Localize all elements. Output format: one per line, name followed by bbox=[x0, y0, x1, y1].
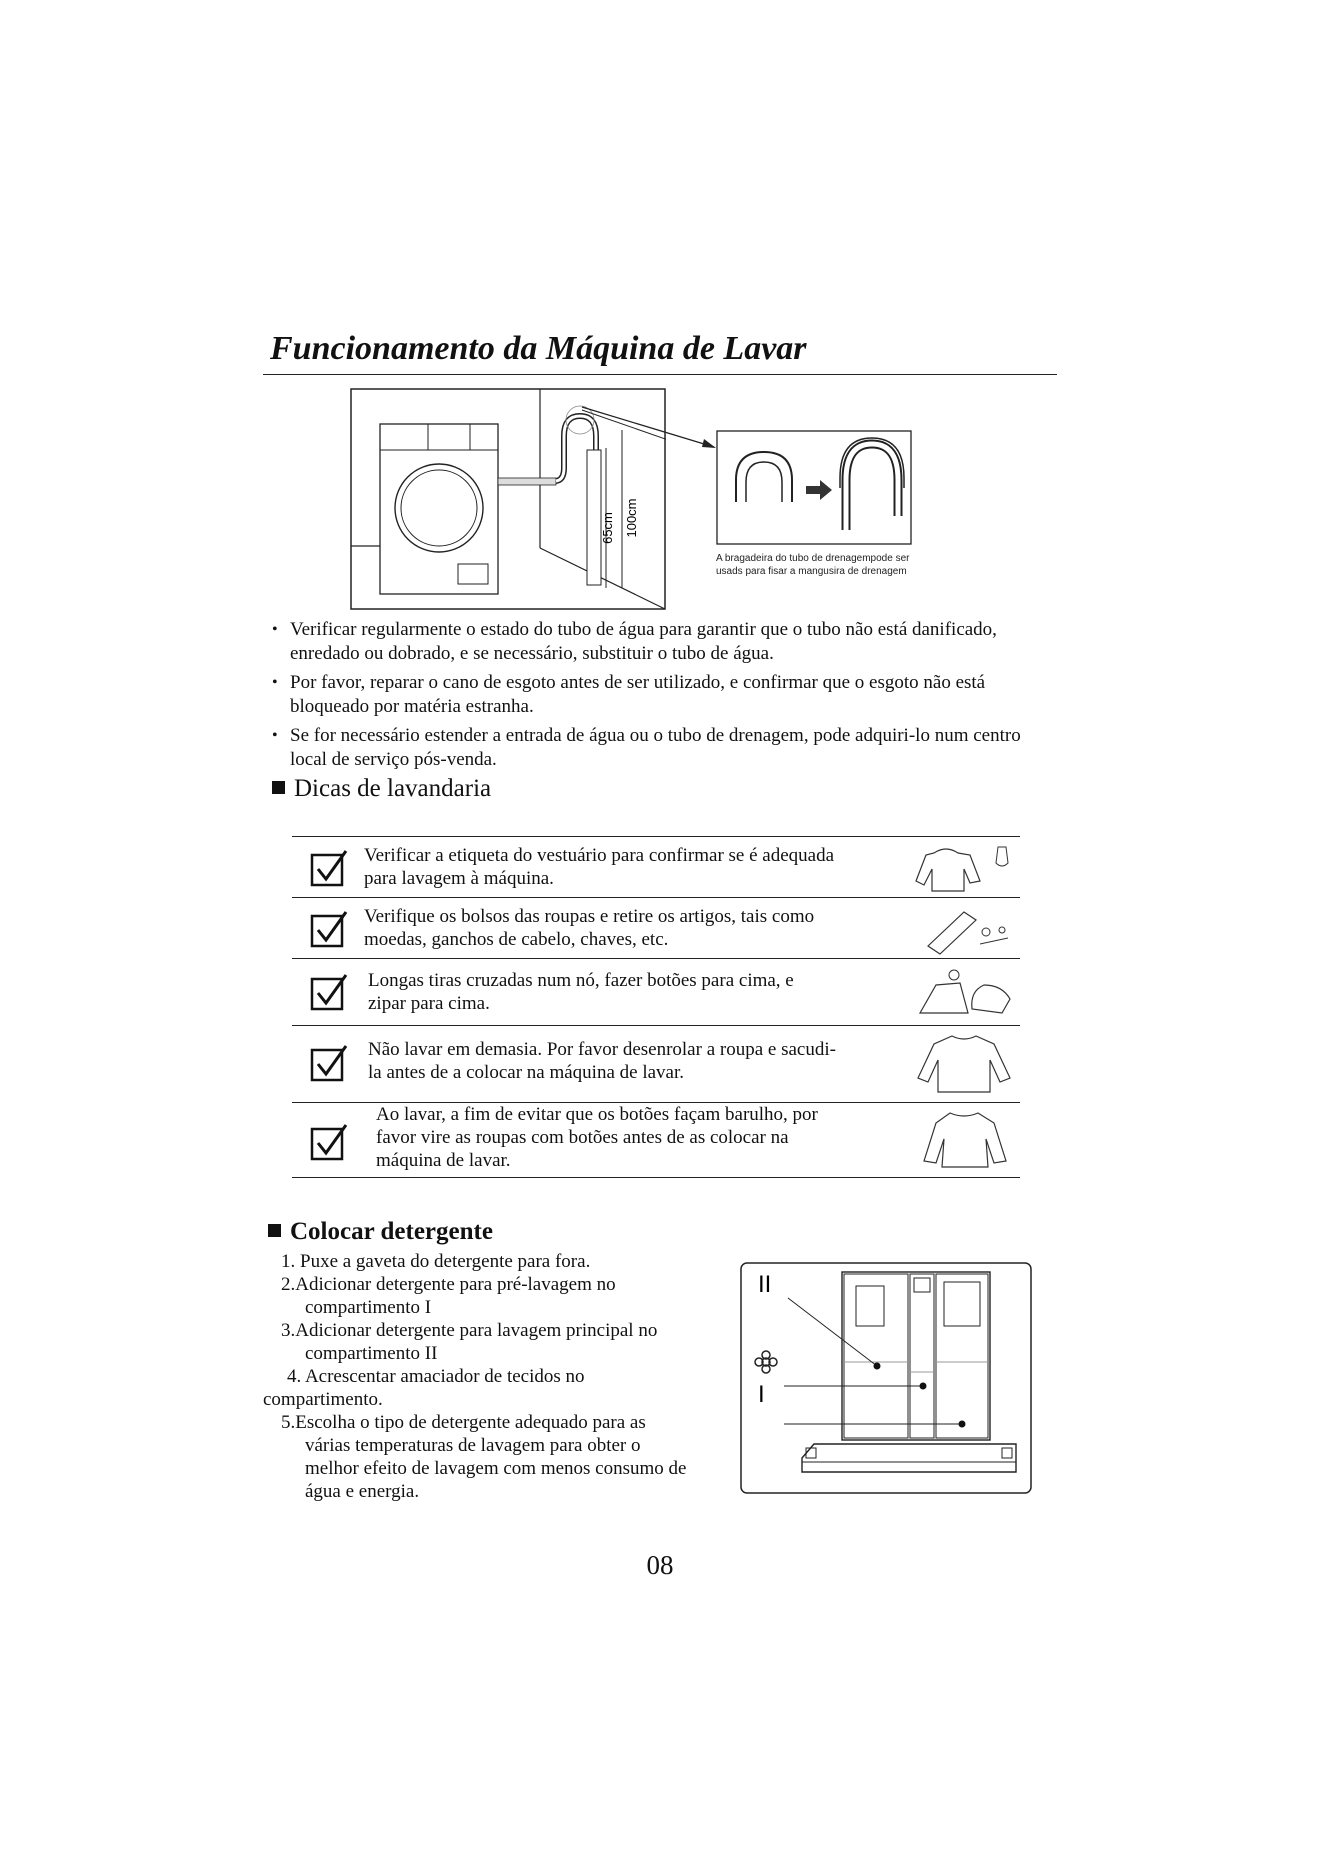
square-bullet-icon bbox=[268, 1224, 281, 1237]
detergent-heading: Colocar detergente bbox=[268, 1218, 493, 1246]
compartment-i-label: I bbox=[758, 1381, 765, 1408]
laundry-tips-heading: Dicas de lavandaria bbox=[272, 775, 491, 803]
checkbox-checked-icon bbox=[310, 973, 348, 1011]
pointer-arrow bbox=[580, 405, 720, 453]
garment-label-icon bbox=[914, 841, 1014, 895]
square-bullet-icon bbox=[272, 781, 285, 794]
checkbox-checked-icon bbox=[310, 910, 348, 948]
hose-clamp-icon bbox=[736, 452, 792, 502]
step-item: 1. Puxe a gaveta do detergente para fora. bbox=[281, 1251, 591, 1272]
bullet-item: • Por favor, reparar o cano de esgoto antes de ser utilizado, e confirmar que o esgoto não está bloqueado por matéria estranha. bbox=[272, 671, 1062, 719]
checkbox-checked-icon bbox=[310, 1044, 348, 1082]
tip-row: Ao lavar, a fim de evitar que os botões façam barulho, por favor vire as roupas com botões antes de as colocar na máquina de lavar. bbox=[292, 1102, 1020, 1178]
page-number: 08 bbox=[646, 1550, 674, 1580]
height-100-label: 100cm bbox=[624, 498, 639, 538]
clamped-hose-icon bbox=[840, 438, 904, 530]
hose-clamp-caption: A bragadeira do tubo de drenagempode ser usads para fisar a mangusira de drenagem bbox=[716, 553, 910, 577]
tip-row: Verificar a etiqueta do vestuário para confirmar se é adequada para lavagem à máquina. bbox=[292, 836, 1020, 897]
step-item: 4. Acrescentar amaciador de tecidos no compartimento. bbox=[263, 1366, 585, 1410]
step-item: 5.Escolha o tipo de detergente adequado para as várias temperaturas de lavagem para obter o melhor efeito de lavagem com menos consumo de água e energia. bbox=[281, 1412, 687, 1502]
height-65-label: 65cm bbox=[600, 512, 615, 544]
hose-clamp-detail bbox=[716, 430, 912, 545]
page-title: Funcionamento da Máquina de Lavar bbox=[270, 330, 807, 367]
arrow-right-icon bbox=[806, 480, 832, 500]
step-item: 3.Adicionar detergente para lavagem principal no compartimento II bbox=[281, 1320, 658, 1364]
knotted-bag-icon bbox=[914, 963, 1014, 1021]
tip-row: Verifique os bolsos das roupas e retire os artigos, tais como moedas, ganchos de cabelo, chaves, etc. bbox=[292, 897, 1020, 958]
installation-notes bbox=[272, 618, 1062, 777]
tip-row: Não lavar em demasia. Por favor desenrolar a roupa e sacudi- la antes de a colocar na máquina de lavar. bbox=[292, 1025, 1020, 1102]
washing-machine-icon bbox=[380, 424, 498, 594]
tip-row: Longas tiras cruzadas num nó, fazer botões para cima, e zipar para cima. bbox=[292, 958, 1020, 1025]
step-item: 2.Adicionar detergente para pré-lavagem no compartimento I bbox=[281, 1274, 616, 1318]
checkbox-checked-icon bbox=[310, 849, 348, 887]
bullet-item: • Se for necessário estender a entrada de água ou o tubo de drenagem, pode adquiri-lo num centro local de serviço pós-venda. bbox=[272, 724, 1062, 772]
detergent-steps bbox=[263, 1250, 733, 1503]
detergent-drawer-diagram bbox=[740, 1262, 1032, 1494]
pocket-items-icon bbox=[914, 902, 1014, 956]
compartment-ii-label: II bbox=[758, 1271, 772, 1298]
checkbox-checked-icon bbox=[310, 1123, 348, 1161]
title-divider bbox=[263, 374, 1057, 375]
bullet-item: • Verificar regularmente o estado do tubo de água para garantir que o tubo não está danificado, enredado ou dobrado, e se necessário, substituir o tubo de água. bbox=[272, 618, 1062, 666]
flower-icon bbox=[755, 1351, 777, 1373]
laundry-tips-list bbox=[292, 836, 1020, 1178]
shirt-icon bbox=[914, 1109, 1014, 1171]
sweater-icon bbox=[914, 1030, 1014, 1098]
